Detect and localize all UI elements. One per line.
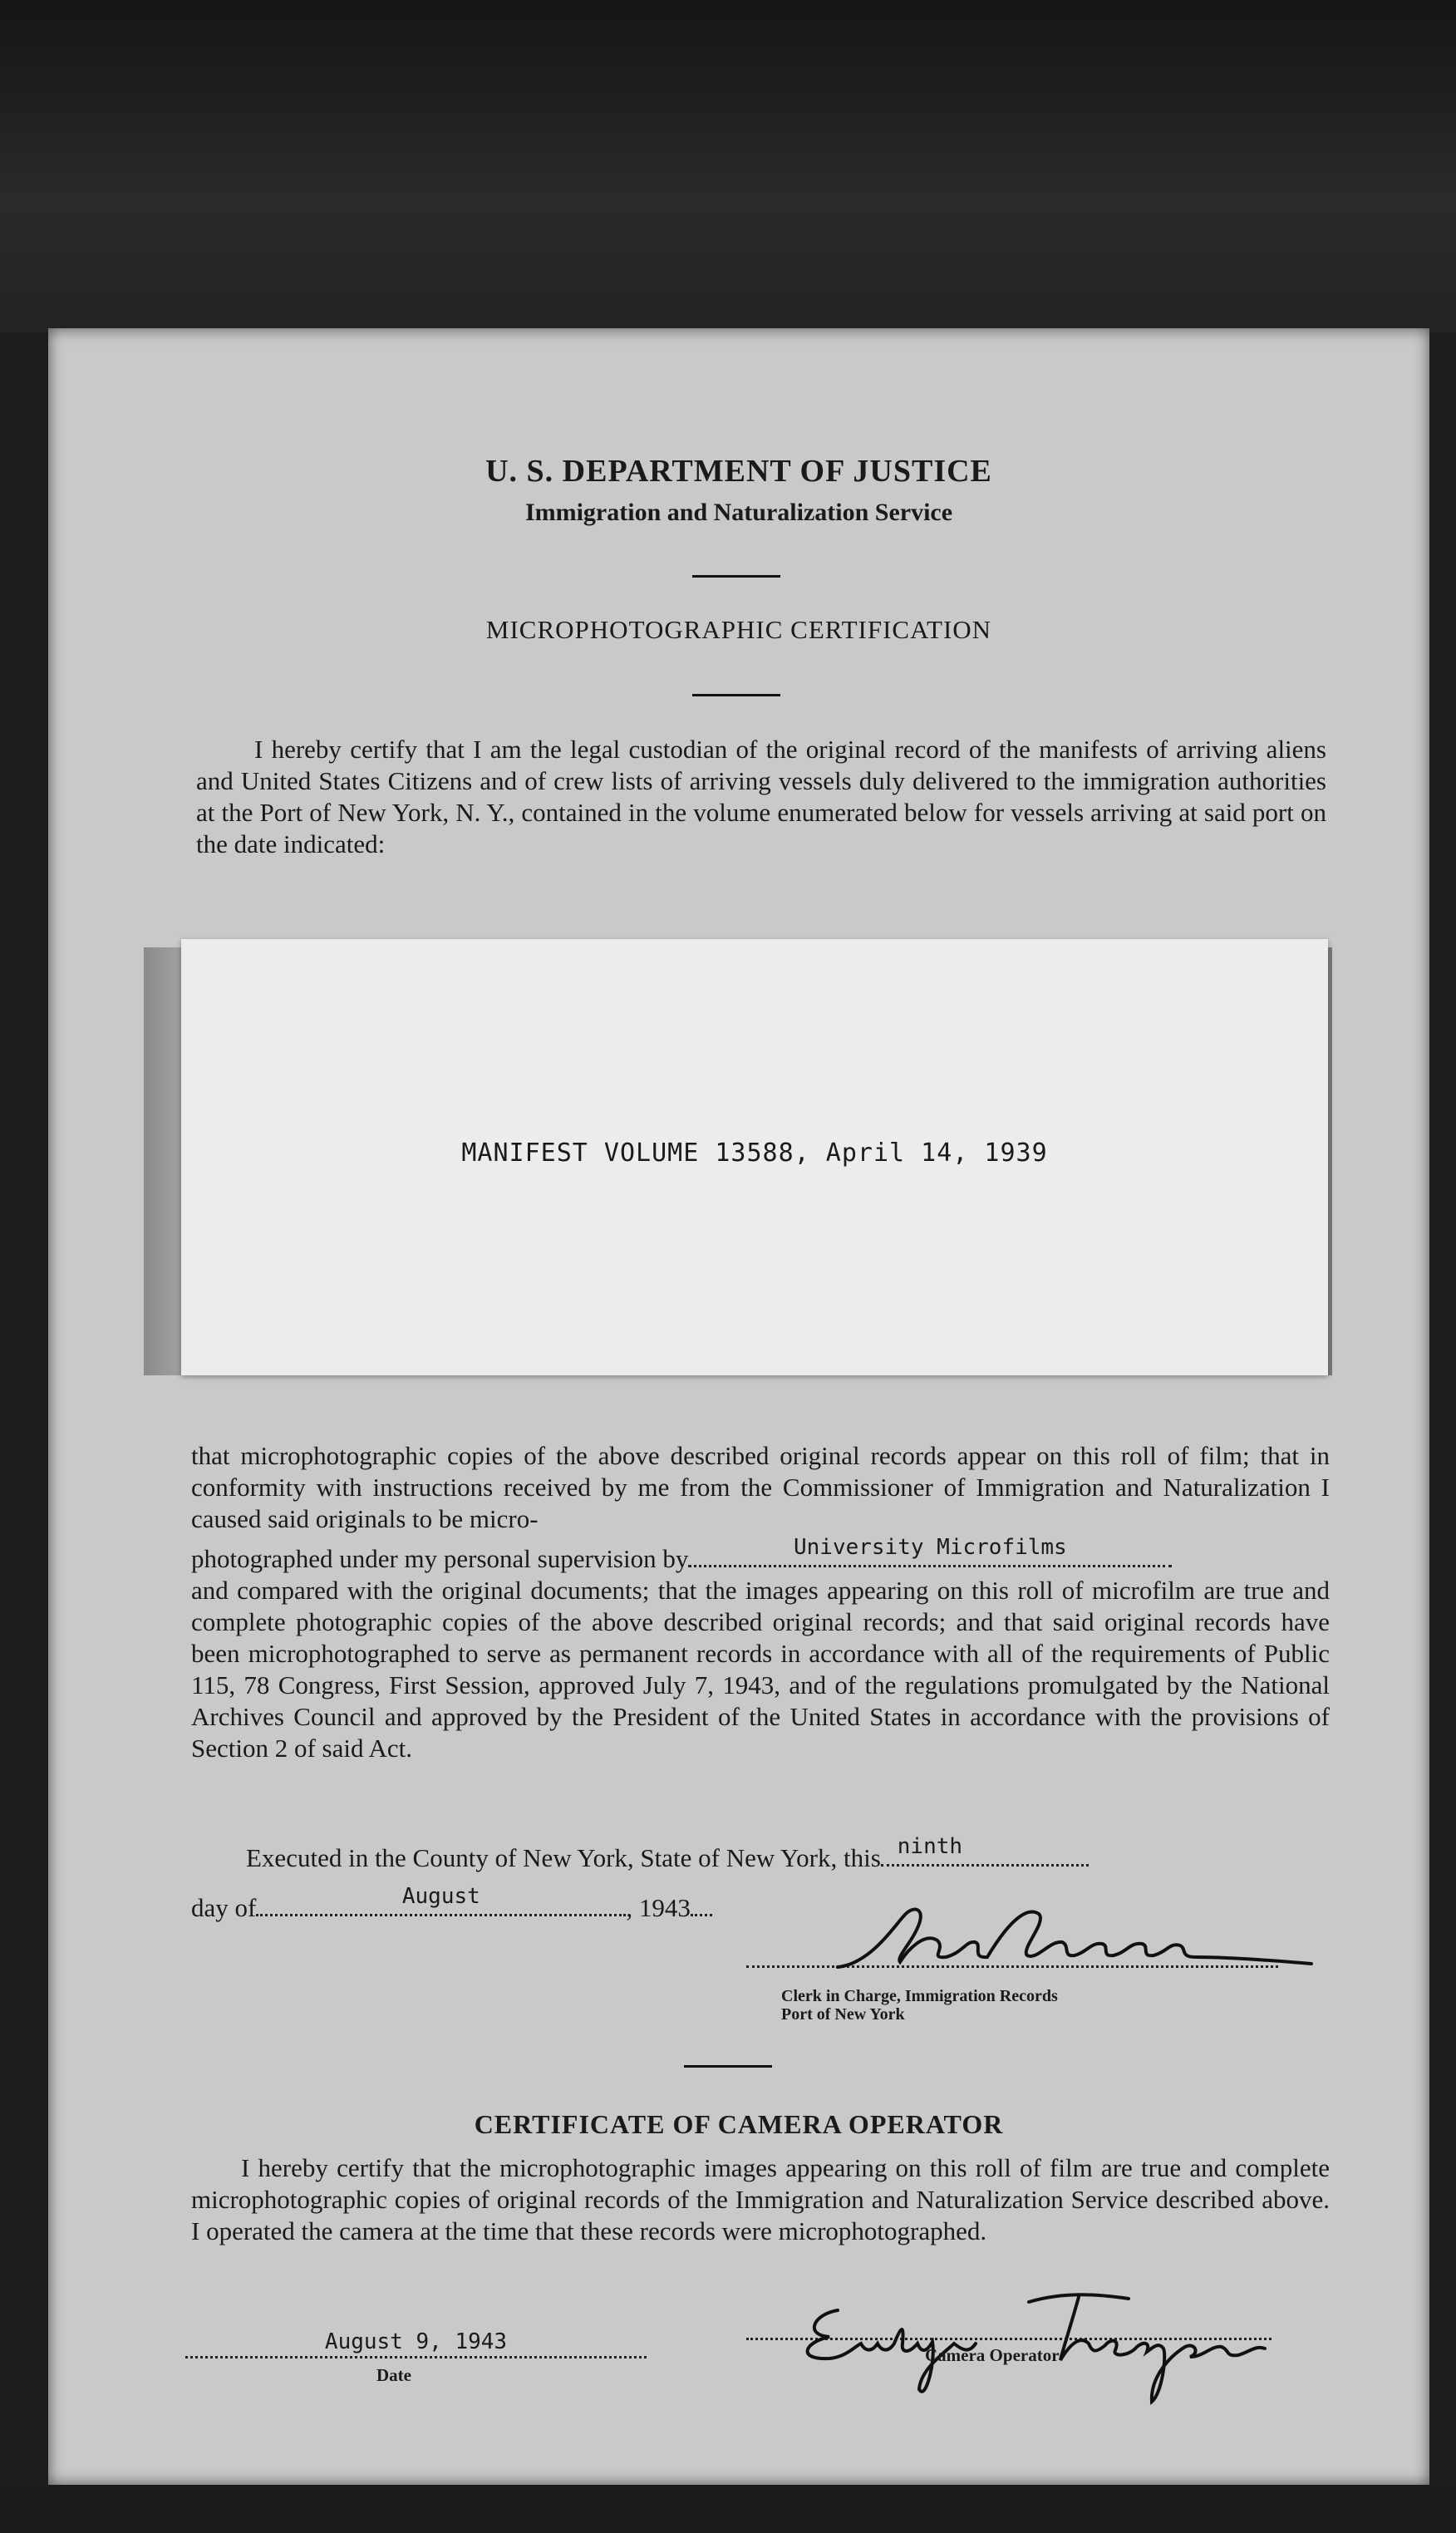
supervision-prefix: photographed under my personal supervision by bbox=[191, 1544, 689, 1573]
month-value: August bbox=[401, 1884, 480, 1909]
body-text bbox=[191, 1440, 1330, 1764]
intro-paragraph: I hereby certify that I am the legal custodian of the original record of the manifests of arriving aliens and United States Citizens and of crew lists of arriving vessels duly delivered to the immigration authorities at the Port of New York, N. Y., contained in the volume enumerated below for vessels arriving at said port on the date indicated: bbox=[196, 735, 1326, 858]
executed-prefix: Executed in the County of New York, State of New York, this bbox=[246, 1843, 881, 1872]
date-label: Date bbox=[376, 2365, 411, 2385]
clerk-title-line1: Clerk in Charge, Immigration Records bbox=[781, 1987, 1058, 2005]
date-value: August 9, 1943 bbox=[324, 2329, 508, 2354]
camera-paragraph: I hereby certify that the microphotographic images appearing on this roll of film are true and complete microphotographic copies of original records of the Immigration and Naturalization Service described above. I operated the camera at the time that these records were microphotographed. bbox=[191, 2153, 1330, 2245]
volume-card-text: MANIFEST VOLUME 13588, April 14, 1939 bbox=[461, 1139, 1048, 1168]
supervision-line bbox=[191, 1535, 1330, 1575]
certificate-page bbox=[48, 328, 1429, 2485]
supervision-value: University Microfilms bbox=[793, 1535, 1067, 1560]
film-background-top bbox=[0, 0, 1456, 332]
body-paragraph-2: and compared with the original documents; that the images appearing on this roll of microfilm are true and complete photographic copies of the above described original records; and that said original records have been microphotographed to serve as permanent records in accordance with all of the requirements of Public 115, 78 Congress, First Session, approved July 7, 1943, and of the regulations promulgated by the National Archives Council and approved by the President of the United States in accordance with the provisions of Section 2 of said Act. bbox=[191, 1576, 1330, 1763]
month-field bbox=[256, 1884, 626, 1916]
clerk-title-line2: Port of New York bbox=[781, 2005, 905, 2024]
service-heading: Immigration and Naturalization Service bbox=[524, 499, 953, 526]
section-rule bbox=[684, 2065, 772, 2068]
heading-rule-2 bbox=[692, 694, 780, 696]
heading-rule-1 bbox=[692, 575, 780, 578]
supervision-field bbox=[688, 1535, 1172, 1567]
film-background-bottom bbox=[0, 2485, 1456, 2533]
day-of-prefix: day of bbox=[191, 1893, 257, 1922]
certification-title: MICROPHOTOGRAPHIC CERTIFICATION bbox=[485, 615, 992, 644]
date-field bbox=[185, 2329, 647, 2358]
executed-line bbox=[246, 1834, 1089, 1874]
clerk-signature bbox=[821, 1891, 1320, 1982]
day-of-line bbox=[191, 1884, 712, 1924]
camera-section-title: CERTIFICATE OF CAMERA OPERATOR bbox=[474, 2109, 1004, 2139]
year-dots bbox=[691, 1889, 712, 1916]
body-paragraph-1: that microphotographic copies of the above described original records appear on this roll of film; that in conformity with instructions received by me from the Commissioner of Immigration and Naturalization I caused said originals to be micro- bbox=[191, 1441, 1330, 1533]
operator-signature bbox=[780, 2277, 1295, 2410]
day-value: ninth bbox=[897, 1834, 963, 1859]
day-field bbox=[881, 1834, 1089, 1867]
year-text: , 1943 bbox=[626, 1893, 691, 1922]
operator-label: Camera Operator bbox=[925, 2345, 1060, 2365]
department-heading: U. S. DEPARTMENT OF JUSTICE bbox=[485, 454, 992, 489]
volume-card bbox=[181, 939, 1328, 1375]
